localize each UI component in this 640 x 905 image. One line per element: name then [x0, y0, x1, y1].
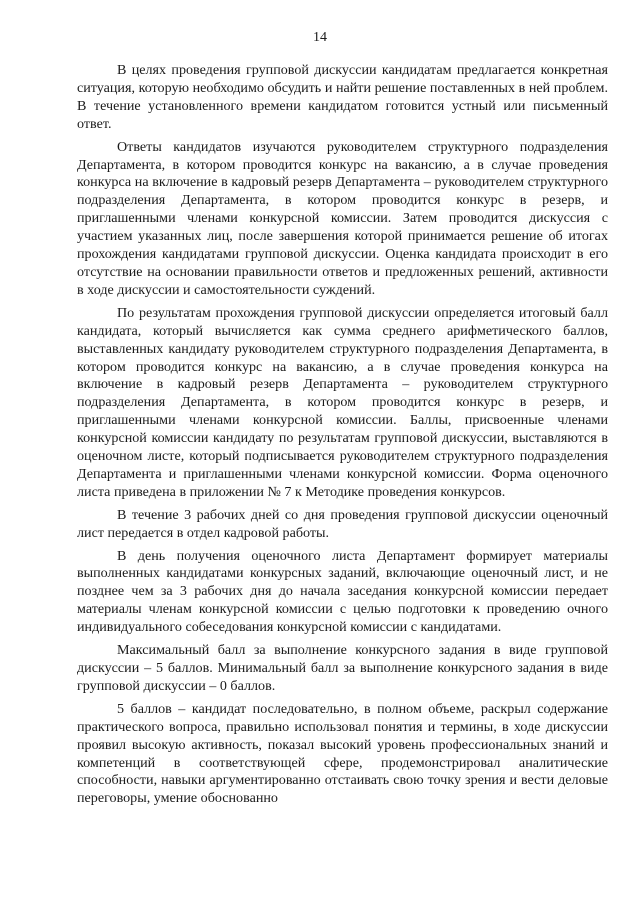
- paragraph-group-discussion-intro: В целях проведения групповой дискуссии кандидатам предлагается конкретная ситуация, которую необходимо обсудить и найти решение поставленных в ней проблем. В течение установленного времени кандидатом готовится устный или письменный ответ.: [77, 62, 608, 132]
- paragraph-final-score: По результатам прохождения групповой дискуссии определяется итоговый балл кандидата, который вычисляется как сумма среднего арифметического баллов, выставленных кандидату руководителем структурного подразделения Департамента, в котором проводится конкурс на вакансию, а в случае проведения конкурса на включение в кадровый резерв Департамента – руководителем структурного подразделения Департамента, в котором проводится конкурс в резерв, и приглашенными членами конкурсной комиссии. Баллы, присвоенные членами конкурсной комиссии кандидату по результатам групповой дискуссии, выставляются в оценочном листе, который подписывается руководителем структурного подразделения Департамента и приглашенными членами конкурсной комиссии. Форма оценочного листа приведена в приложении № 7 к Методике проведения конкурсов.: [77, 304, 608, 500]
- paragraph-five-points-criteria: 5 баллов – кандидат последовательно, в полном объеме, раскрыл содержание практического вопроса, правильно использовал понятия и термины, в ходе дискуссии проявил высокую активность, показал высокий уровень профессиональных знаний и компетенций в соответствующей сфере, продемонстрировал аналитические способности, навыки аргументированно отстаивать свою точку зрения и вести деловые переговоры, умение обоснованно: [77, 700, 608, 807]
- paragraph-evaluation-sheet-transfer: В течение 3 рабочих дней со дня проведения групповой дискуссии оценочный лист передается в отдел кадровой работы.: [77, 506, 608, 541]
- paragraph-score-range: Максимальный балл за выполнение конкурсного задания в виде групповой дискуссии – 5 баллов. Минимальный балл за выполнение конкурсного задания в виде групповой дискуссии – 0 баллов.: [77, 642, 608, 694]
- paragraph-answers-evaluation: Ответы кандидатов изучаются руководителем структурного подразделения Департамента, в котором проводится конкурс на вакансию, а в случае проведения конкурса на включение в кадровый резерв Департамента – руководителем структурного подразделения Департамента, в котором проводится конкурс в резерв, и приглашенными членами конкурсной комиссии. Затем проводится дискуссия с участием указанных лиц, после завершения которой принимается решение об итогах прохождения кандидатами групповой дискуссии. Оценка кандидата происходит в его отсутствие на основании правильности ответов и предложенных решений, активности в ходе дискуссии и самостоятельности суждений.: [77, 138, 608, 298]
- document-body: [77, 62, 608, 808]
- page-number: 14: [313, 30, 327, 45]
- paragraph-materials-formation: В день получения оценочного листа Департамент формирует материалы выполненных кандидатами конкурсных заданий, включающие оценочный лист, и не позднее чем за 3 рабочих дня до начала заседания конкурсной комиссии передает материалы членам конкурсной комиссии с целью подготовки к проведению очного индивидуального собеседования конкурсной комиссии с кандидатами.: [77, 547, 608, 636]
